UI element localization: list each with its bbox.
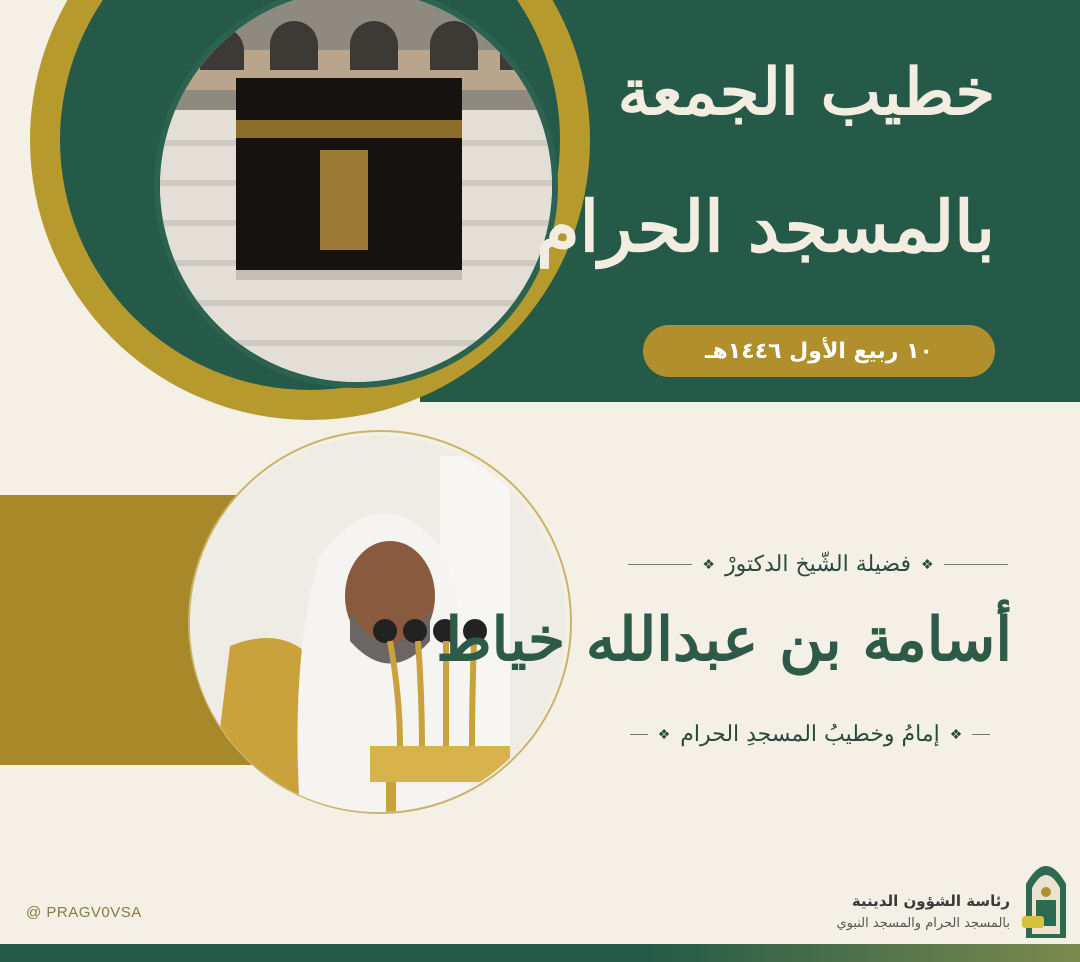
speaker-honorific-line xyxy=(628,552,1008,577)
divider-line xyxy=(972,734,990,735)
date-badge xyxy=(643,325,995,377)
divider-line xyxy=(628,564,692,565)
organization-block xyxy=(836,892,1010,931)
ornament-icon: ❖ xyxy=(702,556,715,573)
date-text: ١٠ ربيع الأول ١٤٤٦هـ xyxy=(705,338,933,364)
organization-subtitle: بالمسجد الحرام والمسجد النبوي xyxy=(836,916,1010,931)
social-handle: @ PRAGV0VSA xyxy=(26,904,142,921)
page-title-line1: خطيب الجمعة xyxy=(617,55,995,130)
ornament-icon: ❖ xyxy=(657,726,671,743)
speaker-honorific: فضيلة الشّيخ الدكتورْ xyxy=(724,552,912,577)
ornament-icon: ❖ xyxy=(921,556,934,573)
divider-line xyxy=(630,734,648,735)
bottom-strip xyxy=(0,944,1080,962)
speaker-role-line xyxy=(630,722,990,747)
speaker-name: أسامة بن عبدالله خياط xyxy=(436,605,1012,675)
organization-logo-icon xyxy=(1022,854,1070,940)
ornament-icon: ❖ xyxy=(949,726,963,743)
speaker-role: إمامُ وخطيبُ المسجدِ الحرام xyxy=(680,722,940,747)
page-title-line2: بالمسجد الحرام xyxy=(536,185,995,268)
kaaba-photo xyxy=(160,0,552,382)
organization-name: رئاسة الشؤون الدينية xyxy=(851,892,1010,910)
divider-line xyxy=(944,564,1008,565)
